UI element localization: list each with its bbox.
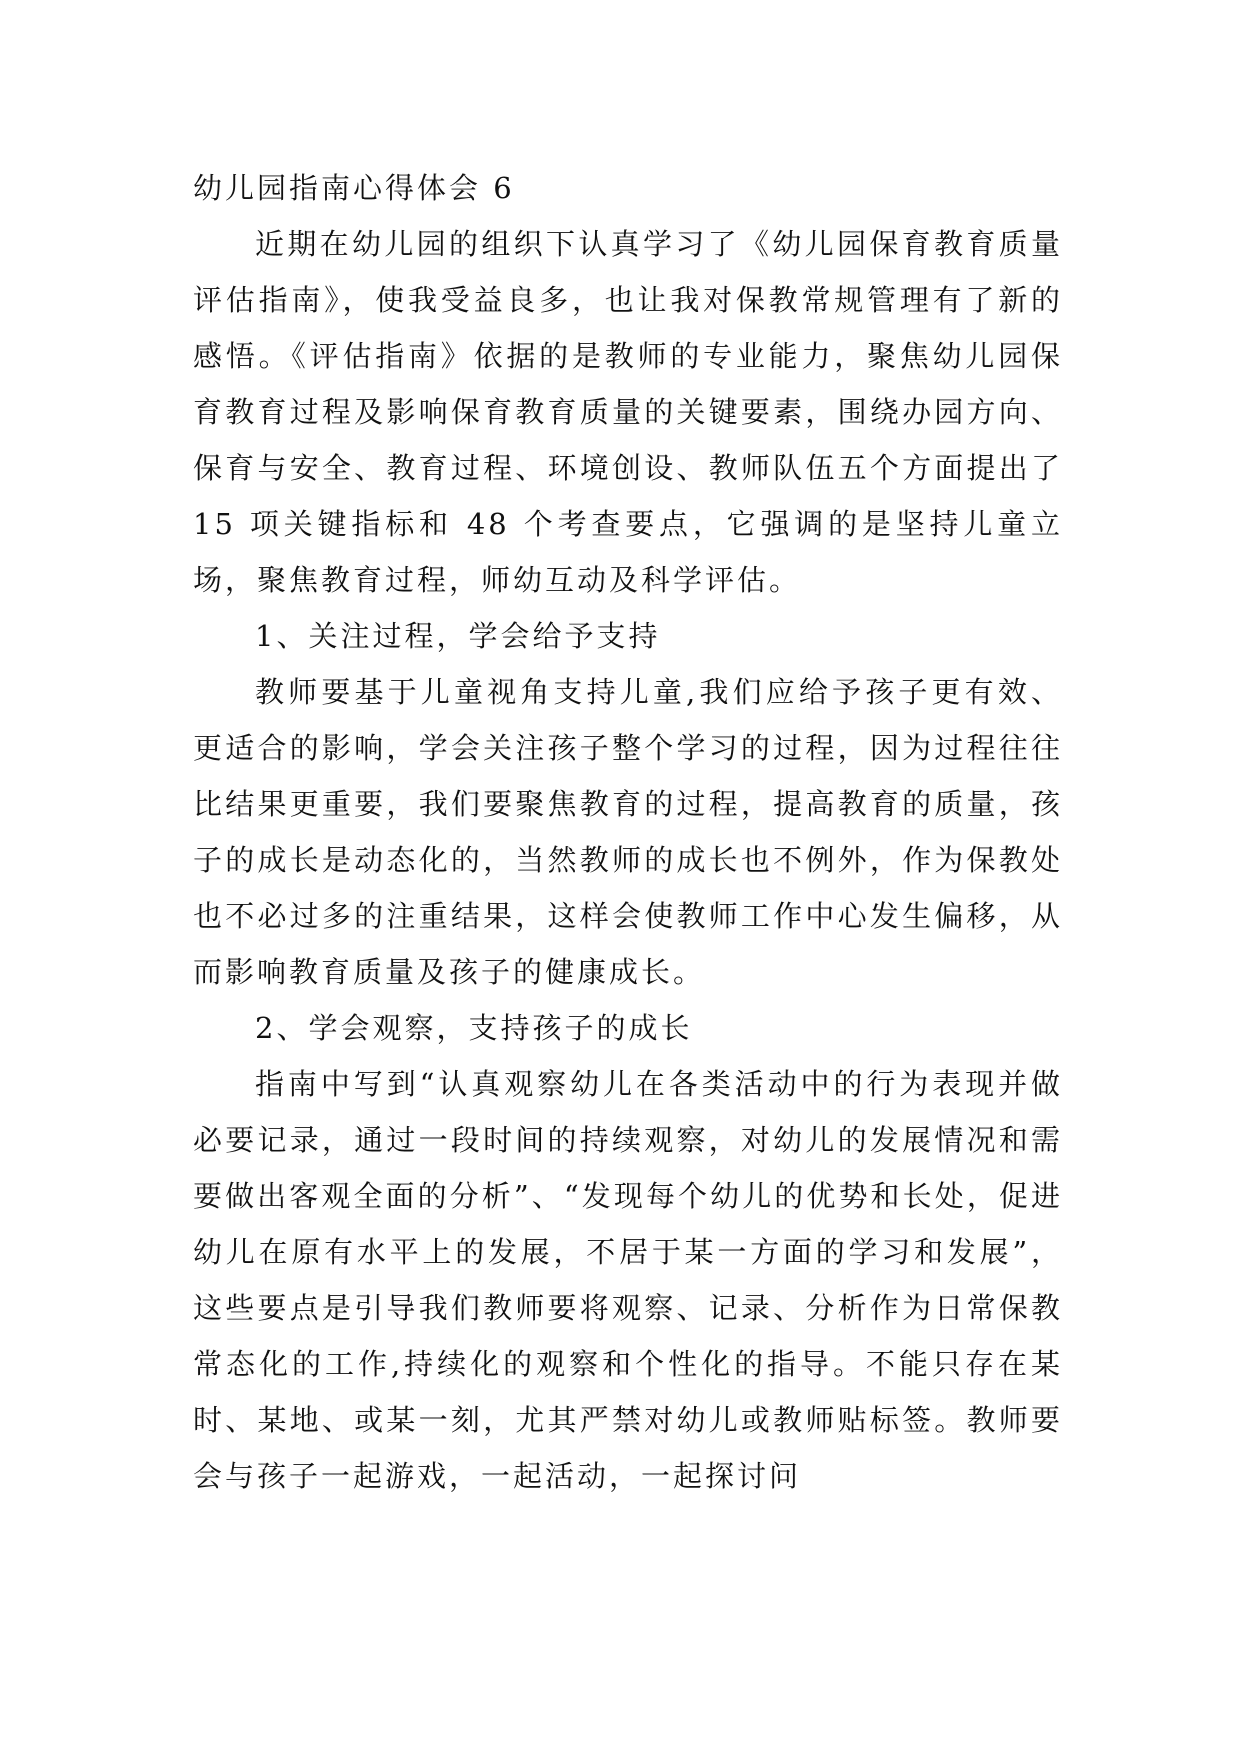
document-body — [193, 160, 1063, 1504]
paragraph-section-2: 指南中写到“认真观察幼儿在各类活动中的行为表现并做必要记录，通过一段时间的持续观察，对幼儿的发展情况和需要做出客观全面的分析”、“发现每个幼儿的优势和长处，促进幼儿在原有水平上的发展，不居于某一方面的学习和发展”，这些要点是引导我们教师要将观察、记录、分析作为日常保教常态化的工作,持续化的观察和个性化的指导。不能只存在某时、某地、或某一刻，尤其严禁对幼儿或教师贴标签。教师要会与孩子一起游戏，一起活动，一起探讨问 — [193, 1067, 1063, 1493]
section-heading-1: 1、关注过程，学会给予支持 — [255, 619, 661, 653]
paragraph-intro: 近期在幼儿园的组织下认真学习了《幼儿园保育教育质量评估指南》，使我受益良多，也让我对保教常规管理有了新的感悟。《评估指南》依据的是教师的专业能力，聚焦幼儿园保育教育过程及影响保育教育质量的关键要素，围绕办园方向、保育与安全、教育过程、环境创设、教师队伍五个方面提出了 15 项关键指标和 48 个考查要点，它强调的是坚持儿童立场，聚焦教育过程，师幼互动及科学评估。 — [193, 227, 1063, 597]
section-heading-2: 2、学会观察，支持孩子的成长 — [255, 1011, 693, 1045]
document-title: 幼儿园指南心得体会 6 — [193, 171, 515, 205]
paragraph-section-1: 教师要基于儿童视角支持儿童,我们应给予孩子更有效、更适合的影响，学会关注孩子整个学习的过程，因为过程往往比结果更重要，我们要聚焦教育的过程，提高教育的质量，孩子的成长是动态化的，当然教师的成长也不例外，作为保教处也不必过多的注重结果，这样会使教师工作中心发生偏移，从而影响教育质量及孩子的健康成长。 — [193, 675, 1063, 989]
